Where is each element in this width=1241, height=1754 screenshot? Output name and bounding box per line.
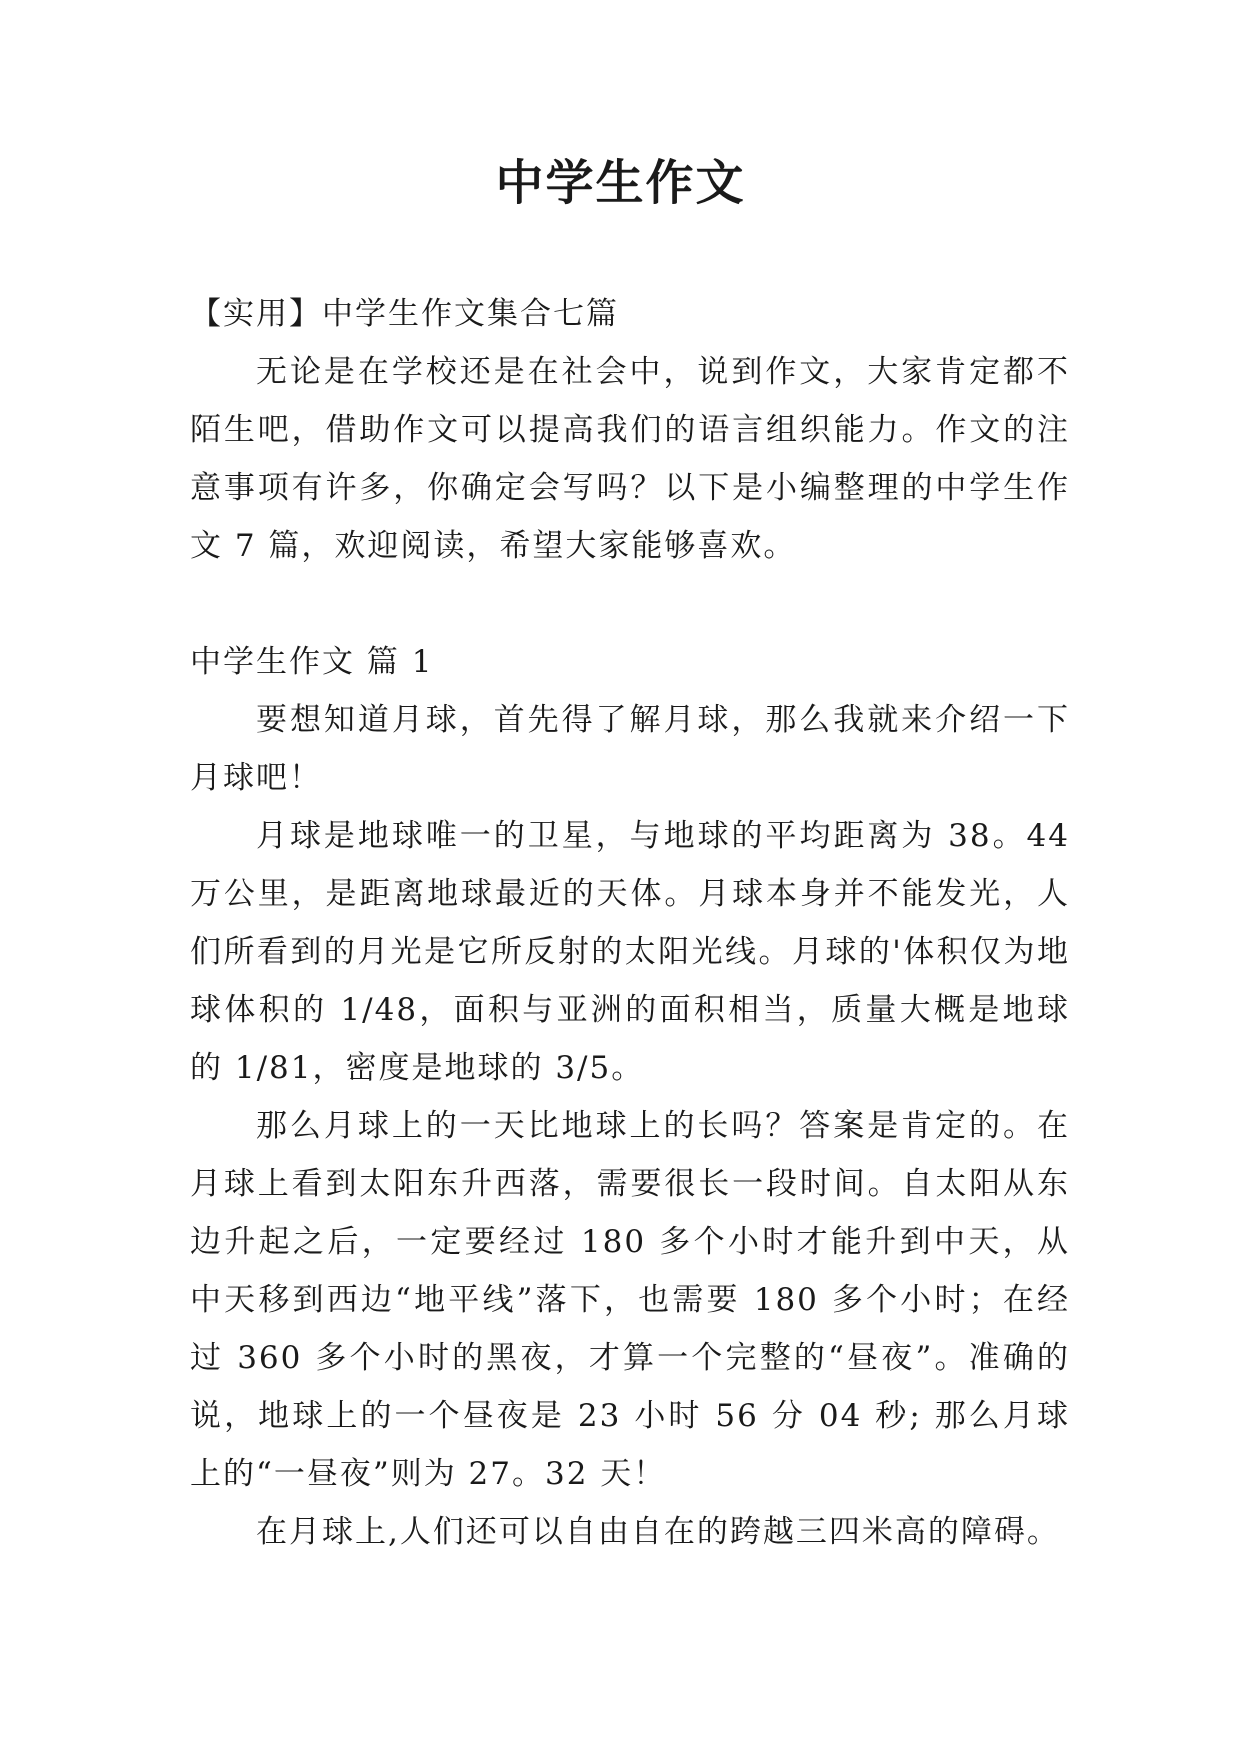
document-body — [190, 285, 1070, 1561]
body-paragraph-3: 那么月球上的一天比地球上的长吗？答案是肯定的。在月球上看到太阳东升西落，需要很长一段时间。自太阳从东边升起之后，一定要经过 180 多个小时才能升到中天，从中天移到西边“地平线”落下，也需要 180 多个小时；在经过 360 多个小时的黑夜，才算一个完整的“昼夜”。准确的说，地球上的一个昼夜是 23 小时 56 分 04 秒; 那么月球上的“一昼夜”则为 27。32 天！ — [190, 1108, 1070, 1492]
intro-paragraph: 无论是在学校还是在社会中，说到作文，大家肯定都不陌生吧，借助作文可以提高我们的语言组织能力。作文的注意事项有许多，你确定会写吗？以下是小编整理的中学生作文 7 篇，欢迎阅读，希望大家能够喜欢。 — [190, 354, 1070, 564]
body-paragraph-1: 要想知道月球，首先得了解月球，那么我就来介绍一下月球吧！ — [190, 702, 1070, 796]
body-paragraph-2: 月球是地球唯一的卫星，与地球的平均距离为 38。44 万公里，是距离地球最近的天体。月球本身并不能发光，人们所看到的月光是它所反射的太阳光线。月球的'体积仅为地球体积的 1/48，面积与亚洲的面积相当，质量大概是地球的 1/81，密度是地球的 3/5。 — [190, 818, 1070, 1086]
collection-subtitle: 【实用】中学生作文集合七篇 — [190, 296, 619, 332]
body-paragraph-4: 在月球上,人们还可以自由自在的跨越三四米高的障碍。 — [256, 1514, 1060, 1550]
document-title: 中学生作文 — [495, 155, 746, 211]
section-heading: 中学生作文 篇 1 — [190, 644, 434, 680]
